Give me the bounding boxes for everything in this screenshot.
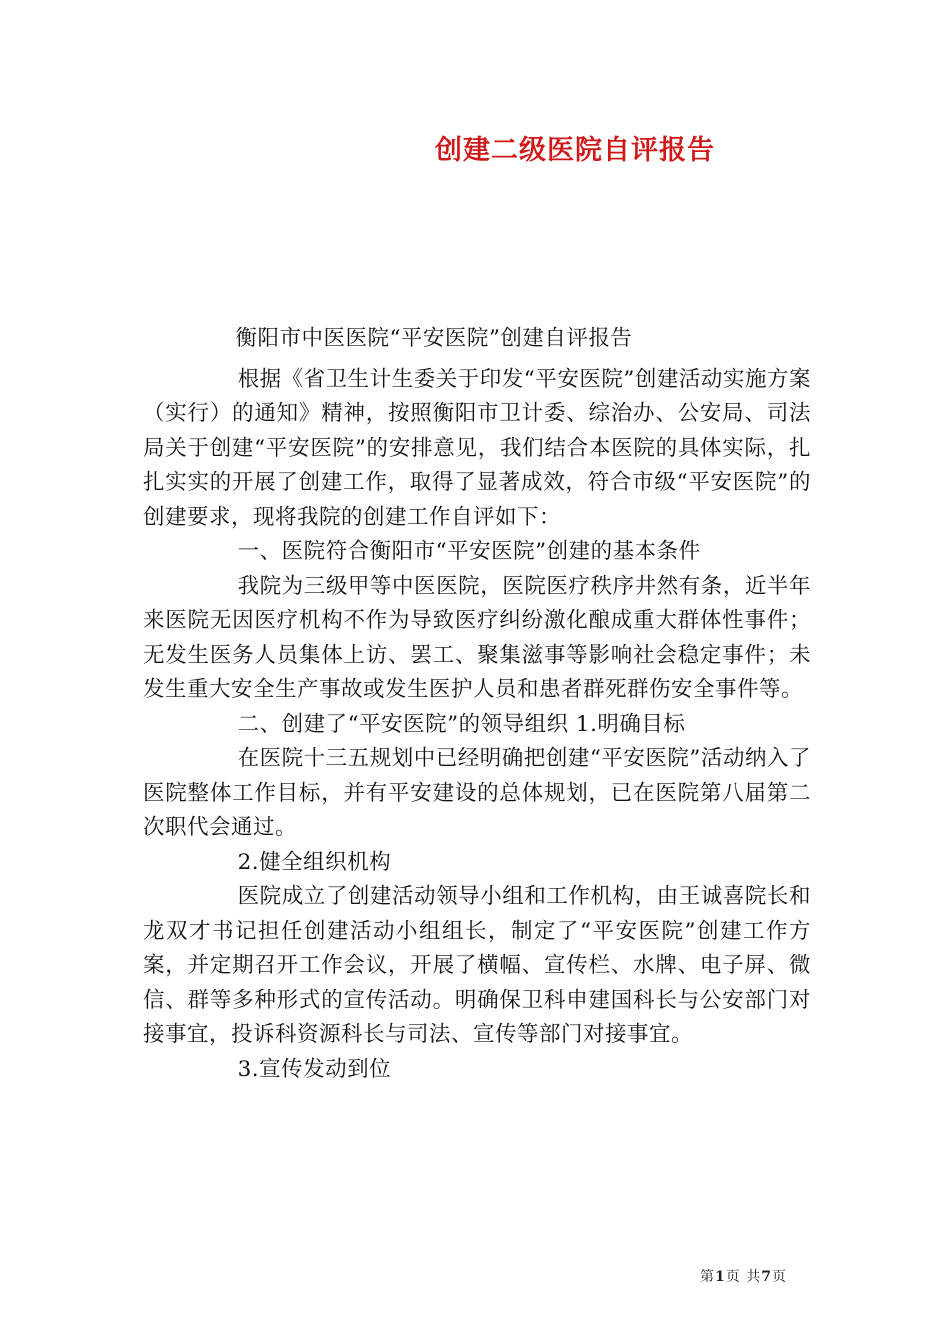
footer-middle: 页 共 xyxy=(725,1269,762,1285)
total-page-number: 7 xyxy=(761,1269,772,1285)
heading-section-2: 二、创建了“平安医院”的领导组织 1.明确目标 xyxy=(237,711,686,737)
document-title: 创建二级医院自评报告 xyxy=(435,135,715,166)
paragraph-organization: 医院成立了创建活动领导小组和工作机构，由王诚喜院长和龙双才书记担任创建活动小组组长，制定了“平安医院”创建工作方案，并定期召开工作会议，开展了横幅、宣传栏、水牌、电子屏、微信、群等多种形式的宣传活动。明确保卫科申建国科长与公安部门对接事宜，投诉科资源科长与司法、宣传等部门对接事宜。 xyxy=(143,884,811,1047)
paragraph-intro: 根据《省卫生计生委关于印发“平安医院”创建活动实施方案（实行）的通知》精神，按照衡阳市卫计委、综治办、公安局、司法局关于创建“平安医院”的安排意见，我们结合本医院的具体实际，扎扎实实的开展了创建工作，取得了显著成效，符合市级“平安医院”的创建要求，现将我院的创建工作自评如下： xyxy=(143,366,811,530)
footer-suffix: 页 xyxy=(771,1269,787,1285)
paragraph-section-1: 我院为三级甲等中医医院，医院医疗秩序井然有条，近半年来医院无因医疗机构不作为导致医疗纠纷激化酿成重大群体性事件；无发生医务人员集体上访、罢工、聚集滋事等影响社会稳定事件；未发生重大安全生产事故或发生医护人员和患者群死群伤安全事件等。 xyxy=(143,573,811,702)
paragraph-goal: 在医院十三五规划中已经明确把创建“平安医院”活动纳入了医院整体工作目标，并有平安建设的总体规划，已在医院第八届第二次职代会通过。 xyxy=(143,746,811,840)
current-page-number: 1 xyxy=(715,1269,726,1285)
heading-publicity: 3.宣传发动到位 xyxy=(237,1056,392,1082)
footer-prefix: 第 xyxy=(700,1269,715,1285)
document-body xyxy=(143,322,811,1087)
page-footer xyxy=(700,1266,787,1286)
heading-section-1: 一、医院符合衡阳市“平安医院”创建的基本条件 xyxy=(237,539,701,564)
report-subtitle: 衡阳市中医医院“平安医院”创建自评报告 xyxy=(235,326,633,351)
heading-organization: 2.健全组织机构 xyxy=(237,849,392,875)
